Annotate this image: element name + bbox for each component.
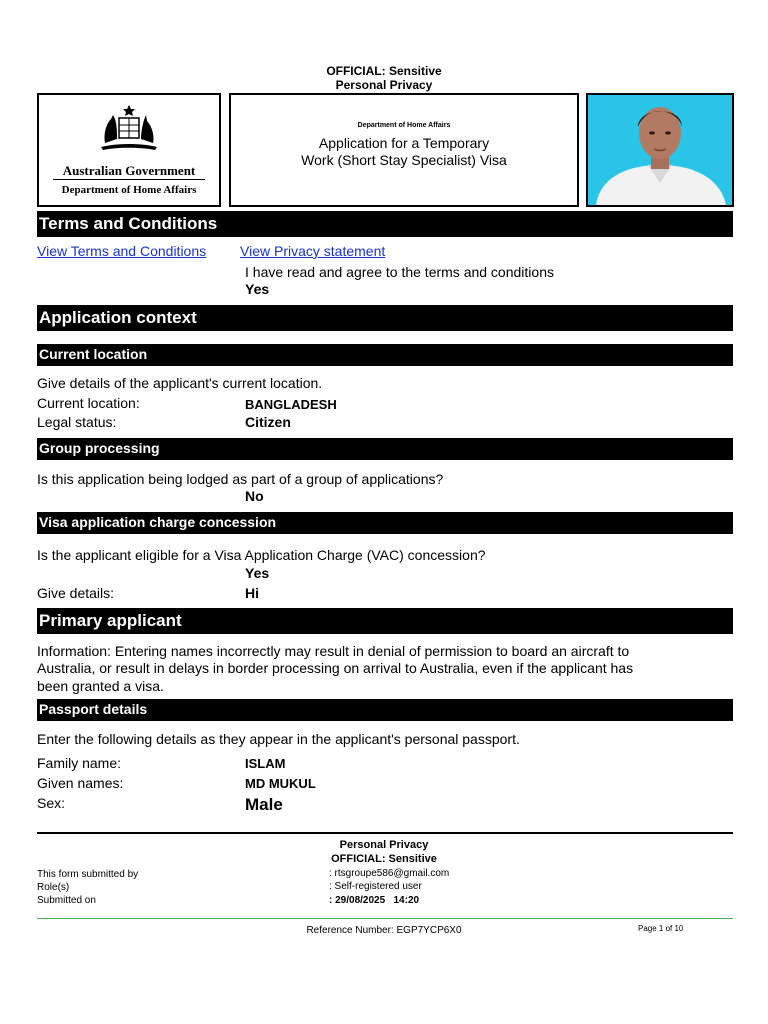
application-context-heading: Application context [37, 305, 733, 331]
view-privacy-link[interactable]: View Privacy statement [240, 243, 386, 259]
current-location-value: BANGLADESH [245, 397, 337, 412]
passport-intro: Enter the following details as they appear in the applicant's personal passport. [37, 731, 520, 747]
terms-heading: Terms and Conditions [37, 211, 733, 237]
department-name: Department of Home Affairs [61, 184, 197, 196]
group-processing-question: Is this application being lodged as part of a group of applications? [37, 471, 444, 487]
form-title-line-1: Application for a Temporary [318, 135, 490, 151]
form-title-line-2: Work (Short Stay Specialist) Visa [301, 152, 507, 168]
page-number: Page 1 of 10 [638, 924, 684, 933]
footer-privacy-label: Personal Privacy [339, 839, 429, 851]
current-location-heading: Current location [37, 344, 733, 366]
submitted-on-label: Submitted on [37, 895, 96, 906]
department-small-label: Department of Home Affairs [357, 122, 451, 129]
coat-of-arms-icon [97, 103, 161, 155]
group-processing-heading: Group processing [37, 438, 733, 460]
primary-applicant-heading: Primary applicant [37, 608, 733, 634]
family-name-label: Family name: [37, 755, 122, 771]
primary-info-line-1: Information: Entering names incorrectly may result in denial of permission to board an aircraft to [37, 643, 630, 659]
applicant-portrait-icon [588, 95, 732, 205]
primary-info-line-2: Australia, or result in delays in border processing on arrival to Australia, even if the applicant has [37, 660, 634, 676]
government-name: Australian Government [62, 163, 196, 178]
agree-question: I have read and agree to the terms and conditions [245, 264, 554, 280]
given-names-value: MD MUKUL [245, 776, 316, 791]
vac-concession-heading: Visa application charge concession [37, 512, 733, 534]
agree-answer: Yes [245, 281, 270, 297]
vac-details-value: Hi [245, 585, 259, 601]
group-processing-answer: No [245, 488, 264, 504]
family-name-value: ISLAM [245, 756, 286, 771]
form-title-box [229, 93, 579, 207]
classification-header [0, 64, 768, 92]
given-names-label: Given names: [37, 775, 124, 791]
current-location-label: Current location: [37, 395, 140, 411]
reference-number: Reference Number: EGP7YCP6X0 [306, 925, 462, 936]
legal-status-label: Legal status: [37, 414, 117, 430]
current-location-intro: Give details of the applicant's current location. [37, 375, 323, 391]
footer-classification-label: OFFICIAL: Sensitive [331, 853, 437, 865]
vac-details-label: Give details: [37, 585, 115, 601]
sex-value: Male [245, 795, 283, 814]
logo-divider [53, 179, 205, 180]
submitted-on-value: : 29/08/2025 14:20 [329, 895, 420, 906]
vac-answer: Yes [245, 565, 270, 581]
vac-question: Is the applicant eligible for a Visa Application Charge (VAC) concession? [37, 547, 486, 563]
view-terms-link[interactable]: View Terms and Conditions [37, 243, 207, 259]
submitted-by-value: : rtsgroupe586@gmail.com [329, 868, 450, 879]
applicant-photo [586, 93, 734, 207]
legal-status-value: Citizen [245, 414, 291, 430]
sex-label: Sex: [37, 795, 66, 811]
role-label: Role(s) [37, 882, 70, 893]
submitted-by-label: This form submitted by [37, 869, 139, 880]
primary-info-line-3: been granted a visa. [37, 678, 164, 694]
footer-green-rule [37, 918, 733, 919]
government-logo-box [37, 93, 221, 207]
passport-details-heading: Passport details [37, 699, 733, 721]
role-value: : Self-registered user [329, 881, 422, 892]
footer-divider [37, 832, 733, 834]
classification-label: OFFICIAL: Sensitive [326, 64, 442, 78]
privacy-label: Personal Privacy [335, 78, 433, 92]
